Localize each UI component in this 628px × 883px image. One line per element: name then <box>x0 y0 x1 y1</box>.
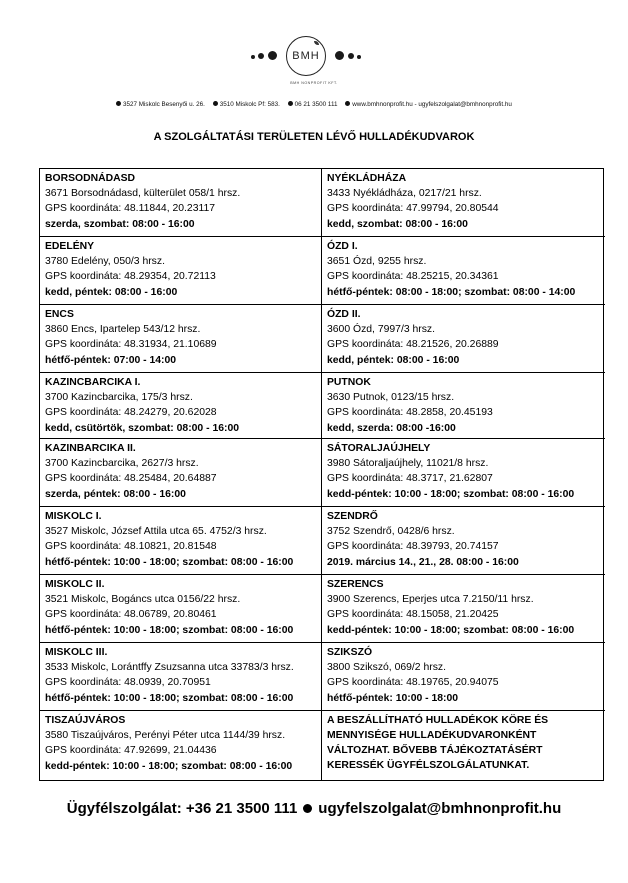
site-gps: GPS koordináta: 47.92699, 21.04436 <box>45 745 217 757</box>
site-cell <box>322 575 605 643</box>
site-cell <box>40 373 322 439</box>
site-gps: GPS koordináta: 48.0939, 20.70951 <box>45 677 211 689</box>
logo-dot-decoration <box>357 55 361 59</box>
site-name: KAZINBARCIKA II. <box>45 443 136 454</box>
logo-dot-decoration <box>348 53 354 59</box>
site-name: ÓZD II. <box>327 309 361 320</box>
site-name: BORSODNÁDASD <box>45 173 136 184</box>
site-name: SZERENCS <box>327 579 384 590</box>
logo-dot-decoration <box>268 51 277 60</box>
site-cell <box>40 507 322 575</box>
company-logo <box>0 36 628 86</box>
logo-dot-decoration <box>335 51 344 60</box>
site-name: NYÉKLÁDHÁZA <box>327 173 407 184</box>
site-gps: GPS koordináta: 48.15058, 21.20425 <box>327 609 499 621</box>
logo-subtitle: BMH NONPROFIT KFT. <box>290 81 338 85</box>
site-cell <box>322 169 605 237</box>
site-hours: hétfő-péntek: 08:00 - 18:00; szombat: 08:00 - 14:00 <box>327 286 576 298</box>
site-address: 3521 Miskolc, Bogáncs utca 0156/22 hrsz. <box>45 594 241 606</box>
site-gps: GPS koordináta: 47.99794, 20.80544 <box>327 203 499 215</box>
site-name: PUTNOK <box>327 377 371 388</box>
site-hours: 2019. március 14., 21., 28. 08:00 - 16:00 <box>327 556 519 568</box>
site-cell <box>40 237 322 305</box>
site-address: 3900 Szerencs, Eperjes utca 7.2150/11 hrsz. <box>327 594 534 606</box>
site-hours: szerda, szombat: 08:00 - 16:00 <box>45 218 195 230</box>
site-gps: GPS koordináta: 48.11844, 20.23117 <box>45 203 216 215</box>
site-gps: GPS koordináta: 48.39793, 20.74157 <box>327 541 499 553</box>
page-title: A SZOLGÁLTATÁSI TERÜLETEN LÉVŐ HULLADÉKUDVAROK <box>153 131 475 143</box>
contact-address-text: 3527 Miskolc Besenyői u. 26. <box>123 101 205 108</box>
site-address: 3752 Szendrő, 0428/6 hrsz. <box>327 526 455 538</box>
site-gps: GPS koordináta: 48.10821, 20.81548 <box>45 541 217 553</box>
site-address: 3533 Miskolc, Lorántffy Zsuzsanna utca 33783/3 hrsz. <box>45 662 294 674</box>
site-address: 3671 Borsodnádasd, külterület 058/1 hrsz. <box>45 188 241 200</box>
site-address: 3860 Encs, Ipartelep 543/12 hrsz. <box>45 324 201 336</box>
site-hours: kedd, péntek: 08:00 - 16:00 <box>327 354 460 366</box>
site-gps: GPS koordináta: 48.2858, 20.45193 <box>327 407 493 419</box>
site-cell <box>322 643 605 711</box>
site-hours: kedd, péntek: 08:00 - 16:00 <box>45 286 178 298</box>
site-cell <box>322 237 605 305</box>
contact-mailbox <box>213 101 280 108</box>
site-gps: GPS koordináta: 48.25484, 20.64887 <box>45 473 217 485</box>
site-gps: GPS koordináta: 48.06789, 20.80461 <box>45 609 217 621</box>
site-cell <box>322 305 605 373</box>
footer-contact <box>0 800 628 817</box>
site-address: 3800 Szikszó, 069/2 hrsz. <box>327 662 446 674</box>
site-hours: kedd-péntek: 10:00 - 18:00; szombat: 08:00 - 16:00 <box>327 624 575 636</box>
site-hours: szerda, péntek: 08:00 - 16:00 <box>45 488 186 500</box>
site-hours: hétfő-péntek: 10:00 - 18:00; szombat: 08:00 - 16:00 <box>45 624 294 636</box>
site-cell <box>40 643 322 711</box>
site-cell <box>40 169 322 237</box>
site-hours: kedd-péntek: 10:00 - 18:00; szombat: 08:00 - 16:00 <box>327 488 575 500</box>
site-gps: GPS koordináta: 48.24279, 20.62028 <box>45 407 217 419</box>
site-name: TISZAÚJVÁROS <box>45 715 126 726</box>
site-address: 3600 Ózd, 7997/3 hrsz. <box>327 324 436 336</box>
site-name: SZIKSZÓ <box>327 647 373 658</box>
site-name: SZENDRŐ <box>327 511 378 522</box>
web-icon <box>345 101 350 106</box>
site-cell <box>322 439 605 507</box>
bullet-icon <box>303 804 312 813</box>
site-hours: hétfő-péntek: 10:00 - 18:00 <box>327 692 459 704</box>
site-name: ÓZD I. <box>327 241 358 252</box>
site-address: 3980 Sátoraljaújhely, 11021/8 hrsz. <box>327 458 489 470</box>
footer-phone: Ügyfélszolgálat: +36 21 3500 111 <box>66 800 298 817</box>
site-hours: kedd, szombat: 08:00 - 16:00 <box>327 218 468 230</box>
contact-phone <box>288 101 338 108</box>
site-address: 3630 Putnok, 0123/15 hrsz. <box>327 392 455 404</box>
footer-email: ugyfelszolgalat@bmhnonprofit.hu <box>318 800 562 817</box>
site-address: 3580 Tiszaújváros, Perényi Péter utca 1144/39 hrsz. <box>45 730 286 742</box>
leaf-icon <box>314 41 319 45</box>
site-gps: GPS koordináta: 48.29354, 20.72113 <box>45 271 216 283</box>
site-gps: GPS koordináta: 48.19765, 20.94075 <box>327 677 499 689</box>
site-cell <box>40 305 322 373</box>
site-name: ENCS <box>45 309 74 320</box>
site-hours: hétfő-péntek: 10:00 - 18:00; szombat: 08:00 - 16:00 <box>45 692 294 704</box>
notice-text: A BESZÁLLÍTHATÓ HULLADÉKOK KÖRE ÉS MENNYISÉGE HULLADÉKUDVARONKÉNT VÁLTOZHAT. BŐVEBB TÁJÉKOZTATÁSÉRT KERESSÉK ÜGYFÉLSZOLGÁLATUNKAT. <box>327 715 549 771</box>
site-hours: hétfő-péntek: 10:00 - 18:00; szombat: 08:00 - 16:00 <box>45 556 294 568</box>
site-cell <box>40 575 322 643</box>
location-icon <box>116 101 121 106</box>
site-cell <box>322 373 605 439</box>
site-name: KAZINCBARCIKA I. <box>45 377 141 388</box>
notice-cell <box>322 711 605 780</box>
site-gps: GPS koordináta: 48.25215, 20.34361 <box>327 271 499 283</box>
site-hours: hétfő-péntek: 07:00 - 14:00 <box>45 354 177 366</box>
site-hours: kedd, csütörtök, szombat: 08:00 - 16:00 <box>45 422 240 434</box>
logo-circle <box>286 36 326 76</box>
contact-mailbox-text: 3510 Miskolc Pf: 583. <box>219 101 280 108</box>
contact-line <box>0 101 628 108</box>
logo-dot-decoration <box>258 53 264 59</box>
mailbox-icon <box>213 101 218 106</box>
site-name: MISKOLC I. <box>45 511 102 522</box>
site-cell <box>40 439 322 507</box>
site-gps: GPS koordináta: 48.3717, 21.62807 <box>327 473 493 485</box>
site-gps: GPS koordináta: 48.31934, 21.10689 <box>45 339 217 351</box>
site-address: 3527 Miskolc, József Attila utca 65. 4752/3 hrsz. <box>45 526 267 538</box>
site-address: 3651 Ózd, 9255 hrsz. <box>327 256 427 268</box>
contact-web <box>345 101 512 108</box>
logo-dot-decoration <box>251 55 255 59</box>
site-address: 3700 Kazincbarcika, 2627/3 hrsz. <box>45 458 199 470</box>
phone-icon <box>288 101 293 106</box>
site-address: 3433 Nyékládháza, 0217/21 hrsz. <box>327 188 482 200</box>
contact-address <box>116 101 205 108</box>
site-hours: kedd-péntek: 10:00 - 18:00; szombat: 08:00 - 16:00 <box>45 760 293 772</box>
site-address: 3700 Kazincbarcika, 175/3 hrsz. <box>45 392 193 404</box>
contact-phone-text: 06 21 3500 111 <box>294 101 338 108</box>
logo-text: BMH <box>292 50 320 62</box>
site-gps: GPS koordináta: 48.21526, 20.26889 <box>327 339 499 351</box>
site-hours: kedd, szerda: 08:00 -16:00 <box>327 422 456 434</box>
site-address: 3780 Edelény, 050/3 hrsz. <box>45 256 165 268</box>
site-cell <box>40 711 322 780</box>
site-name: MISKOLC II. <box>45 579 105 590</box>
site-name: EDELÉNY <box>45 241 95 252</box>
site-name: SÁTORALJAÚJHELY <box>327 443 431 454</box>
contact-web-text: www.bmhnonprofit.hu - ugyfelszolgalat@bmhnonprofit.hu <box>352 101 512 108</box>
site-cell <box>322 507 605 575</box>
site-name: MISKOLC III. <box>45 647 108 658</box>
waste-yard-table <box>39 168 604 781</box>
